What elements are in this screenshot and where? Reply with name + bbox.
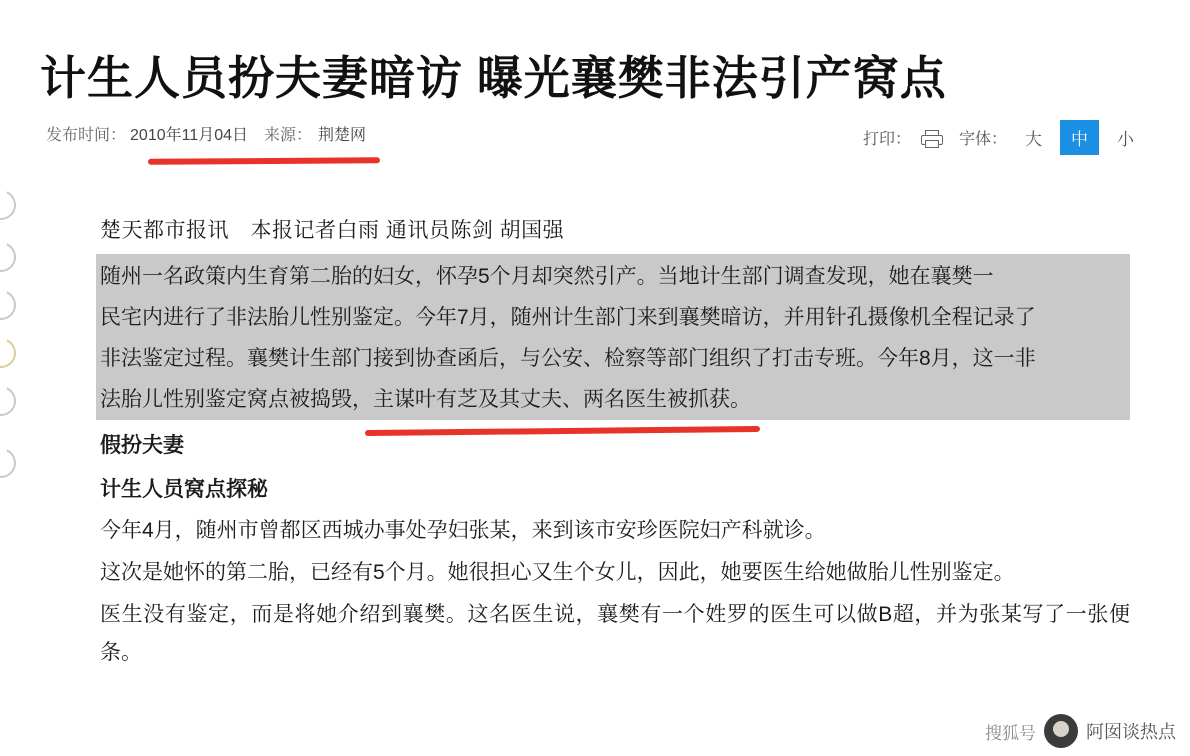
fontsize-option-small[interactable]: 小: [1117, 130, 1134, 149]
page-gutter-marks: [0, 190, 40, 520]
publish-time-label: 发布时间：: [46, 127, 127, 144]
summary-line: 随州一名政策内生育第二胎的妇女，怀孕5个月却突然引产。当地计生部门调查发现，她在襄樊一: [100, 265, 994, 288]
gutter-arc: [0, 186, 20, 224]
red-underline-date: [148, 157, 380, 165]
paragraph-2: 这次是她怀的第二胎，已经有5个月。她很担心又生个女儿，因此，她要医生给她做胎儿性别鉴定。: [100, 561, 1015, 584]
watermark-name: 阿囡谈热点: [1086, 722, 1176, 742]
article-body: [100, 212, 1130, 672]
fontsize-option-medium[interactable]: 中: [1060, 120, 1099, 155]
gutter-arc: [0, 334, 20, 372]
gutter-arc: [0, 444, 20, 482]
paragraph-3: 医生没有鉴定，而是将她介绍到襄樊。这名医生说，襄樊有一个姓罗的医生可以做B超，并为张某写了一张便条。: [100, 603, 1130, 664]
fontsize-option-large[interactable]: 大: [1025, 130, 1042, 149]
gutter-arc: [0, 382, 20, 420]
gutter-arc: [0, 238, 20, 276]
watermark: [985, 714, 1176, 748]
printer-icon[interactable]: [921, 130, 941, 146]
highlighted-summary: [96, 254, 1130, 420]
summary-line: 法胎儿性别鉴定窝点被捣毁，主谋叶有芝及其丈夫、两名医生被抓获。: [100, 388, 751, 411]
article-byline: 楚天都市报讯 本报记者白雨 通讯员陈剑 胡国强: [100, 219, 565, 242]
summary-line: 民宅内进行了非法胎儿性别鉴定。今年7月，随州计生部门来到襄樊暗访，并用针孔摄像机全程记录了: [100, 306, 1036, 329]
meta-left-group: [46, 122, 366, 145]
subhead-1: 假扮夫妻: [100, 434, 184, 457]
paragraph-1: 今年4月，随州市曾都区西城办事处孕妇张某，来到该市安珍医院妇产科就诊。: [100, 519, 826, 542]
source-name[interactable]: 荆楚网: [318, 127, 367, 144]
print-label: 打印：: [862, 131, 911, 148]
gutter-arc: [0, 286, 20, 324]
watermark-prefix: 搜狐号: [985, 723, 1036, 743]
publish-date: 2010年11月04日: [130, 127, 249, 144]
summary-line: 非法鉴定过程。襄樊计生部门接到协查函后，与公安、检察等部门组织了打击专班。今年8月，这一非: [100, 347, 1036, 370]
meta-right-group: [863, 120, 1142, 155]
article-meta: [46, 122, 1150, 152]
page-title: 计生人员扮夫妻暗访 曝光襄樊非法引产窝点: [40, 51, 947, 104]
avatar: [1044, 714, 1078, 748]
source-label: 来源：: [264, 127, 313, 144]
fontsize-label: 字体：: [958, 131, 1007, 148]
subhead-2: 计生人员窝点探秘: [100, 478, 268, 501]
